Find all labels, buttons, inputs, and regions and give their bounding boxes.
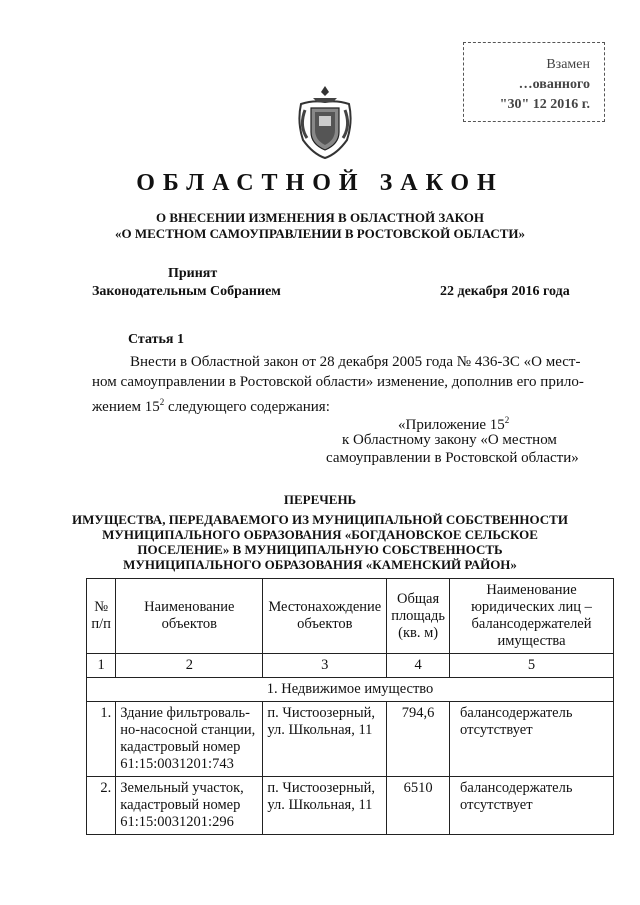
column-number-5: 5 [450,654,614,678]
appendix-title: «Приложение $15^2$ [398,415,510,433]
row-area: 6510 [387,777,450,835]
table-column-numbers-row [87,654,614,678]
list-heading: ПЕРЕЧЕНЬ [283,492,357,507]
property-table [86,578,614,835]
table-row [87,702,614,777]
replacement-stamp [463,42,605,122]
header-holder: Наименование юридических лиц – балансодержателей имущества [450,579,614,654]
row-object-name: Здание фильтроваль-но-насосной станции, кадастровый номер 61:15:0031201:743 [116,702,263,777]
column-number-3: 3 [263,654,387,678]
row-area: 794,6 [387,702,450,777]
adopted-body: Законодательным Собранием [92,284,281,299]
row-number: 2. [87,777,116,835]
adopted-label: Принят [168,266,218,281]
column-number-2: 2 [116,654,263,678]
appendix-line-2: к Областному закону «О местном [342,432,557,448]
column-number-4: 4 [387,654,450,678]
coat-of-arms-icon [293,82,357,160]
adopted-date: 22 декабря 2016 года [440,284,570,299]
list-title-line-5: МУНИЦИПАЛЬНОГО ОБРАЗОВАНИЯ «КАМЕНСКИЙ РАЙОН» [123,557,517,572]
row-holder: балансодержатель отсутствует [450,777,614,835]
stamp-line-2: …ованного [518,77,590,92]
row-number: 1. [87,702,116,777]
subtitle-line-2: «О МЕСТНОМ САМОУПРАВЛЕНИИ В РОСТОВСКОЙ ОБЛАСТИ» [115,226,525,241]
article-heading: Статья 1 [128,332,184,347]
stamp-line-1: Взамен [546,57,590,72]
stamp-line-3: "30" 12 2016 г. [499,97,590,112]
subtitle-line-1: О ВНЕСЕНИИ ИЗМЕНЕНИЯ В ОБЛАСТНОЙ ЗАКОН [156,210,484,225]
article-text-line-2: ном самоуправлении в Ростовской области» изменение, дополнив его прило- [92,374,584,390]
list-title-line-3: МУНИЦИПАЛЬНОГО ОБРАЗОВАНИЯ «БОГДАНОВСКОЕ СЕЛЬСКОЕ [102,527,538,542]
header-area: Общая площадь (кв. м) [387,579,450,654]
header-location: Местонахождение объектов [263,579,387,654]
article-text-line-3: жением $15^2$ следующего содержания: [92,397,330,415]
table-row [87,777,614,835]
header-name: Наименование объектов [116,579,263,654]
appendix-line-3: самоуправлении в Ростовской области» [326,450,579,466]
row-location: п. Чистоозерный, ул. Школьная, 11 [263,777,387,835]
table-section-row [87,678,614,702]
column-number-1: 1 [87,654,116,678]
row-location: п. Чистоозерный, ул. Школьная, 11 [263,702,387,777]
row-holder: балансодержатель отсутствует [450,702,614,777]
table-header-row [87,579,614,654]
list-title-line-2: ИМУЩЕСТВА, ПЕРЕДАВАЕМОГО ИЗ МУНИЦИПАЛЬНОЙ СОБСТВЕННОСТИ [72,512,568,527]
row-object-name: Земельный участок, кадастровый номер 61:15:0031201:296 [116,777,263,835]
law-title: ОБЛАСТНОЙ ЗАКОН [136,170,504,196]
header-number: № п/п [87,579,116,654]
article-text-line-1: Внести в Областной закон от 28 декабря 2005 года № 436-ЗС «О мест- [130,354,581,370]
list-title-line-4: ПОСЕЛЕНИЕ» В МУНИЦИПАЛЬНУЮ СОБСТВЕННОСТЬ [137,542,503,557]
section-heading: 1. Недвижимое имущество [87,678,614,702]
